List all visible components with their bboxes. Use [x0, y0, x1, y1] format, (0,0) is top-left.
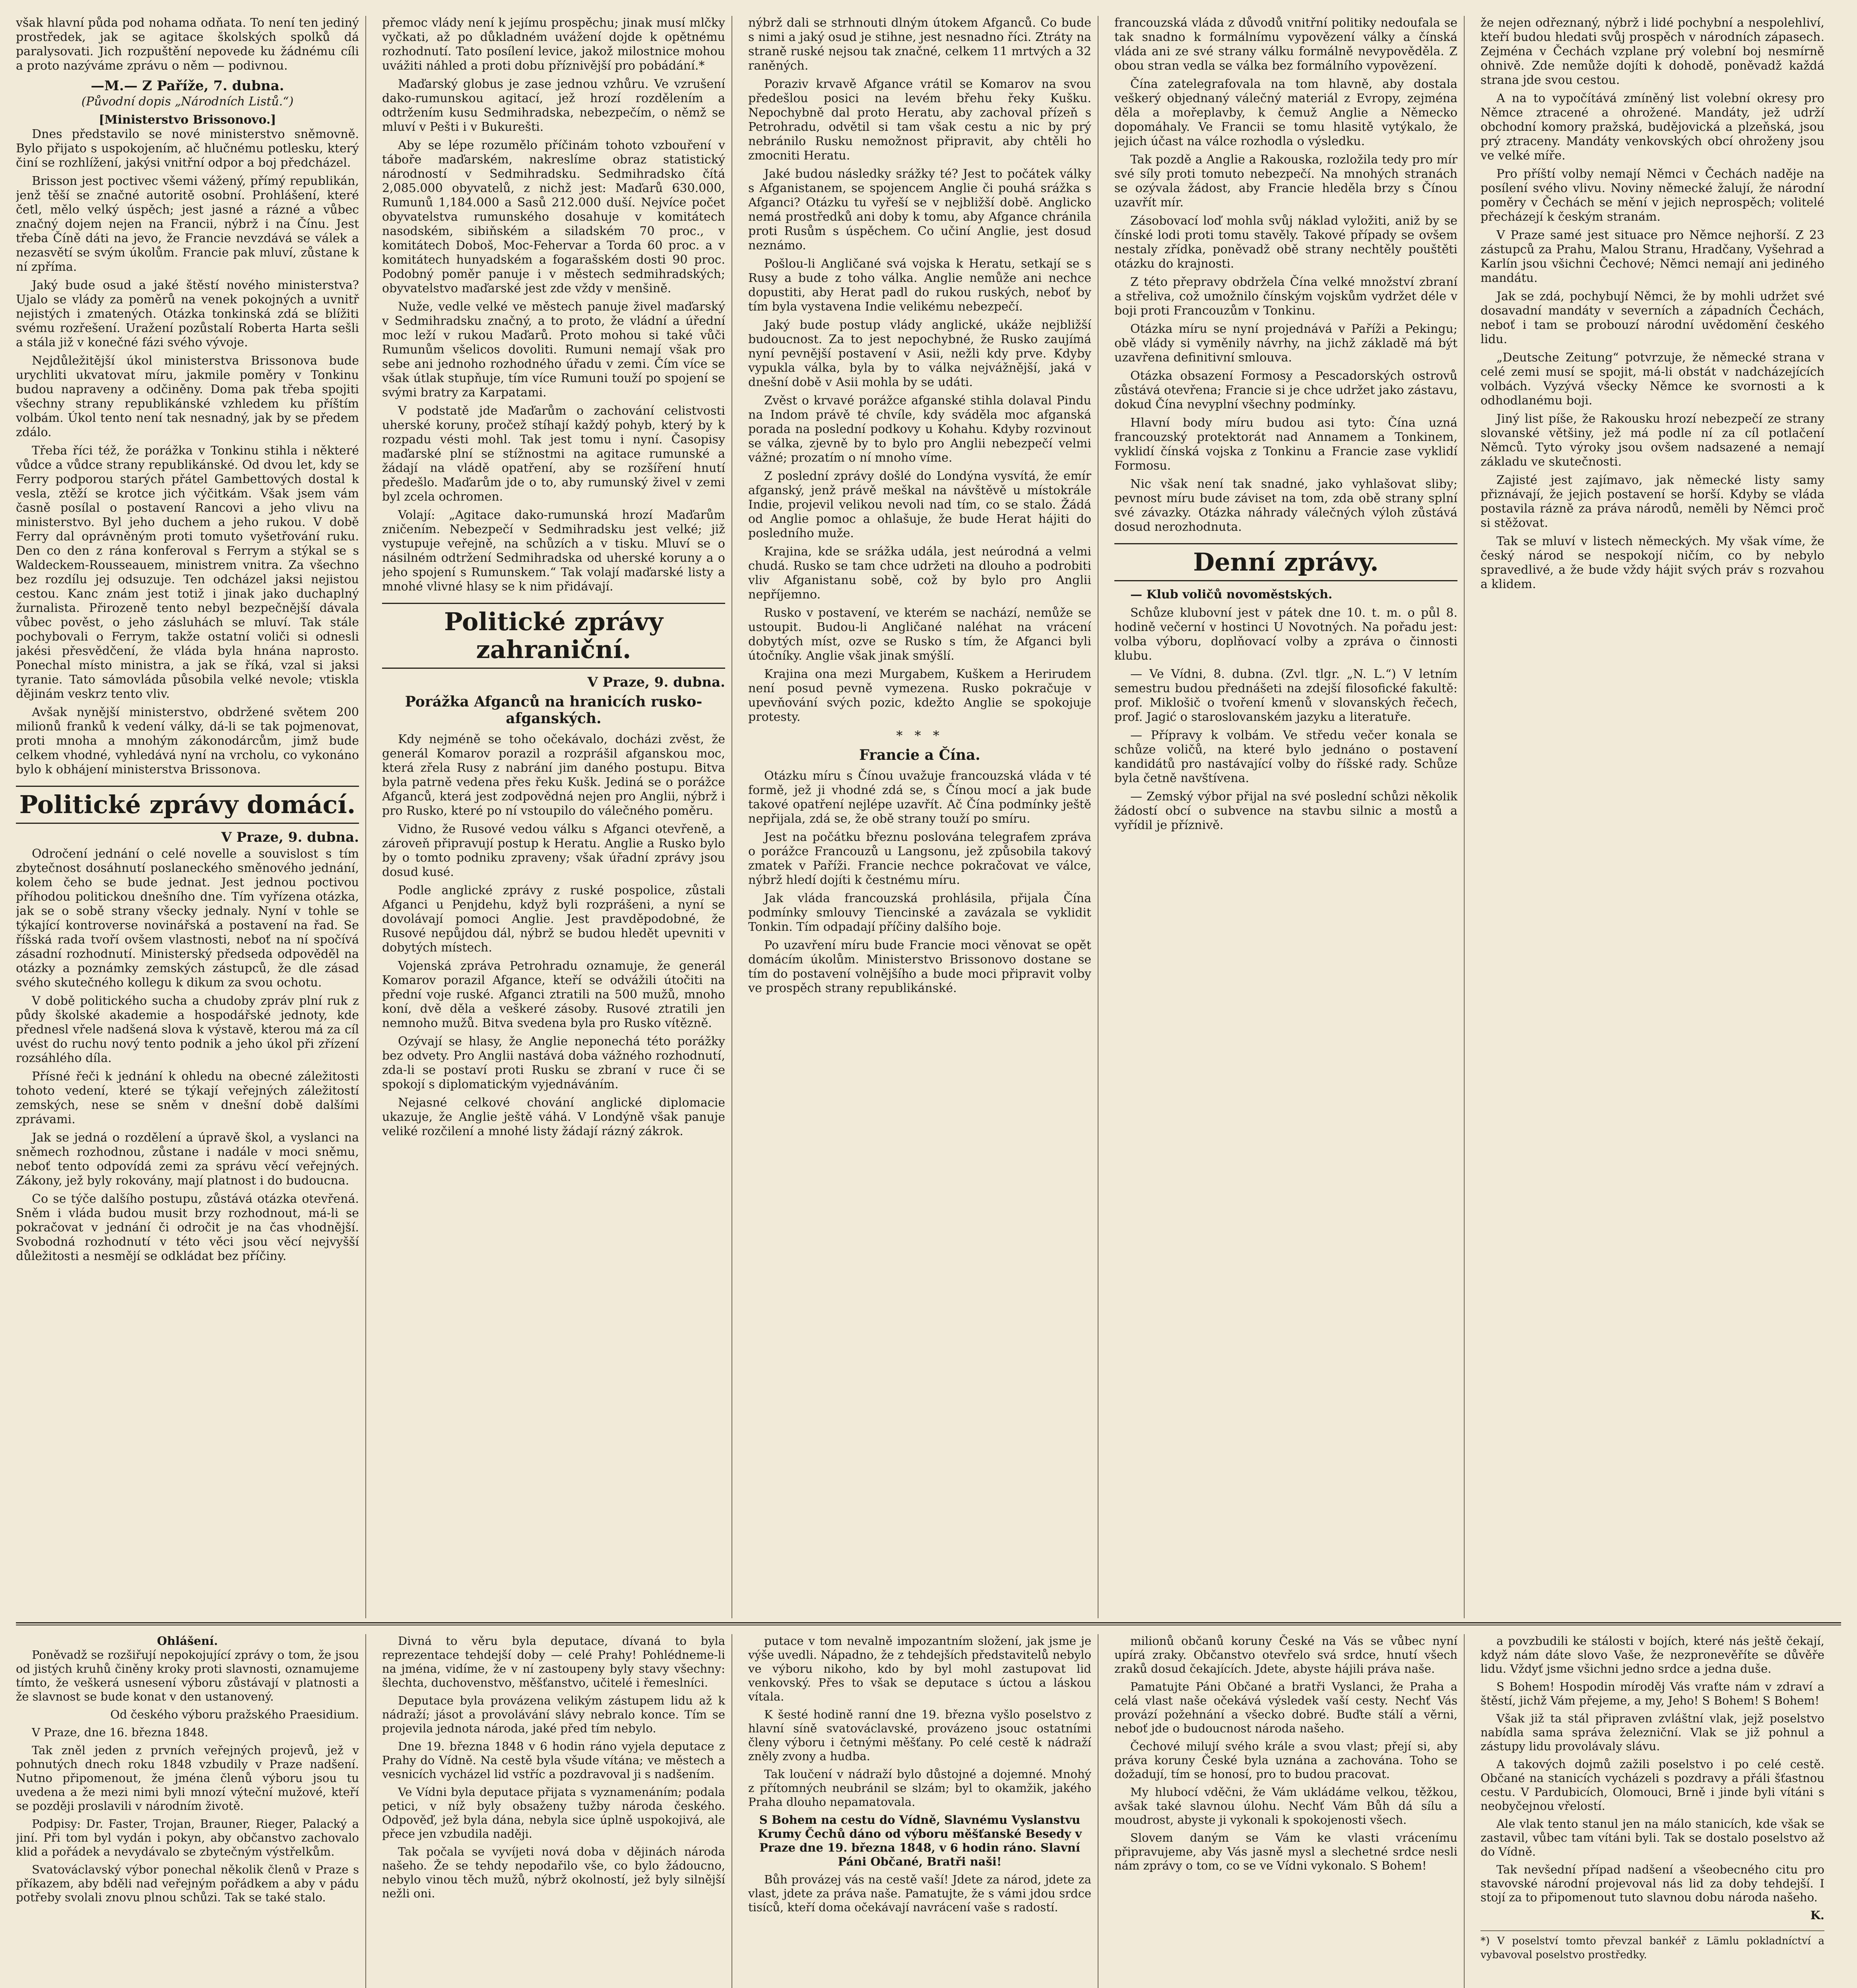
article-subhead: Porážka Afganců na hranicích rusko-afganských.	[405, 693, 702, 727]
paragraph: nýbrž dali se strhnouti dlným útokem Afganců. Co bude s nimi a jaký osud je stihne, jest nesnadno říci. Ztráty na straně ruské nejsou tak značné, celkem 11 mrtvých a 32 raněných.	[748, 16, 1091, 73]
paragraph: Ale vlak tento stanul jen na málo stanicích, kde však se zastavil, vůbec tam vítáni byli. Tak se dostalo poselstvo až do Vídně.	[1481, 1817, 1824, 1858]
paragraph: Z této přepravy obdržela Čína velké množství zbraní a střeliva, což umožnilo čínským vojskům vydržet déle v boji proti Francouzům v Tonkinu.	[1114, 275, 1457, 318]
newspaper-page	[16, 16, 1841, 1988]
paragraph: Deputace byla provázena velikým zástupem lidu až k nádraží; jásot a provolávání slávy nebralo konce. Tím se projevila jednota národa, jaké před tím nebylo.	[382, 1694, 725, 1735]
paragraph: Krajina, kde se srážka udála, jest neúrodná a velmi chudá. Rusko se tam chce udržeti na dlouho a podrobiti vliv Afganistanu sobě, což by bylo pro Anglii nepříjemno.	[748, 545, 1091, 602]
article-subhead: — Klub voličů novoměstských.	[1130, 588, 1333, 602]
paragraph: K šesté hodině ranní dne 19. března vyšlo poselstvo z hlavní síně svatováclavské, provázeno jsouc ostatními členy výboru i četnými měšťany. Po celé cestě k nádraží zněly zvony a hudba.	[748, 1708, 1091, 1763]
paragraph: Tak loučení v nádraží bylo důstojné a dojemné. Mnohý z přítomných neubránil se slzám; byl to okamžik, jakého Praha dlouho nepamatovala.	[748, 1767, 1091, 1809]
author-signature: K.	[1810, 1908, 1824, 1922]
paragraph: putace v tom nevalně impozantním složení, jak jsme je výše uvedli. Nápadno, že z tehdejších představitelů nebylo ve výboru nikoho, kdo by byl mohl zastupovat lid venkovský. Přes to však se deputace s úctou a láskou vítala.	[748, 1634, 1091, 1703]
paragraph: Však již ta stál připraven zvláštní vlak, jejž poselstvo nabídla sama správa železniční. Vlak se již pohnul a zástupy lidu provolávaly slávu.	[1481, 1712, 1824, 1753]
paragraph: Volají: „Agitace dako-rumunská hrozí Maďarům zničením. Nebezpečí v Sedmihradsku jest velké; již vystupuje veřejně, na schůzích a v tisku. Mluví se o násilném odtržení Sedmihradska od uherské koruny a o jeho spojení s Rumunskem.“ Tak volají maďarské listy a mnohé vlivné hlasy se k nim přidávají.	[382, 508, 725, 594]
paragraph: A na to vypočítává zmíněný list volební okresy pro Němce ztracené a ohrožené. Mandáty, jež udrží obchodní komory pražská, budějovická a plzeňská, jsou prý ztraceny. Mandáty venkovských obcí ohroženy jsou ve velké míře.	[1481, 91, 1824, 163]
paragraph: Schůze klubovní jest v pátek dne 10. t. m. o půl 8. hodině večerní v hostinci U Novotných. Na pořadu jest: volba výboru, doplňovací volby a zpráva o činnosti klubu.	[1114, 606, 1457, 663]
feuilleton-section	[16, 1634, 1841, 1988]
paris-dateline: —M.— Z Paříže, 7. dubna.	[91, 78, 284, 94]
paragraph: Tak zněl jeden z prvních veřejných projevů, jež v pohnutých dnech roku 1848 vzbudily v Praze nadšení. Nutno připomenout, že jména členů výboru jsou tu uvedena a že mezi nimi byli mnozí výteční mužové, kteří se později proslavili v národním životě.	[16, 1743, 359, 1813]
paragraph: Nejdůležitější úkol ministerstva Brissonova bude urychliti ukvatovat míru, jakmile poměry v Tonkinu budou napraveny a odčiněny. Doma pak třeba spojiti všechny strany republikánské vzhledem ku příštím volbám. Úkol tento není tak nesnadný, jak by se předem zdálo.	[16, 354, 359, 439]
paragraph: francouzská vláda z důvodů vnitřní politiky nedoufala se tak snadno k formálnímu vypovězení války a čínská vláda ani ze své strany válku formálně nevypověděla. Z obou stran vedla se válka bez formálního vypovězení.	[1114, 16, 1457, 73]
paragraph: Otázku míru s Čínou uvažuje francouzská vláda v té formě, jež ji vhodné zdá se, s Čínou mocí a jak bude takové opatření nejlépe uzavřít. Ač Čína podmínky ještě nepřijala, zdá se, že obě strany touží po smíru.	[748, 769, 1091, 826]
paragraph: Jak vláda francouzská prohlásila, přijala Čína podmínky smlouvy Tiencinské a zavázala se vyklidit Tonkin. Tím odpadají příčiny dalšího boje.	[748, 891, 1091, 934]
paragraph: S Bohem! Hospodin míroděj Vás vraťte nám v zdraví a štěstí, jichž Vám přejeme, a my, Jeho! S Bohem! S Bohem!	[1481, 1680, 1824, 1707]
paragraph: „Deutsche Zeitung“ potvrzuje, že německé strana v celé zemi musí se spojit, má-li obstát v nadcházejících volbách. Vyzývá všecky Němce ke svornosti a k odhodlanému boji.	[1481, 351, 1824, 408]
paragraph: a povzbudili ke stálosti v bojích, které nás ještě čekají, když nám dáte slovo Vaše, že nezpronevěříte se důvěře lidu. Vždyť jsme všichni jedno srdce a jedna duše.	[1481, 1634, 1824, 1675]
signature-line: Od českého výboru pražského Praesidium.	[110, 1708, 359, 1721]
paragraph: Přísné řeči k jednání k ohledu na obecné záležitosti tohoto vedení, které se týkají veřejných záležitostí zemských, nese se sněm v dnešní době dalšími zprávami.	[16, 1070, 359, 1126]
paragraph: V Praze samé jest situace pro Němce nejhorší. Z 23 zástupců za Prahu, Malou Stranu, Hradčany, Vyšehrad a Karlín jsou všichni Čechové; Němci nemají ani jediného mandátu.	[1481, 228, 1824, 285]
paragraph: přemoc vlády není k jejímu prospěchu; jinak musí mlčky vyčkati, až po důkladném uvážení dojde k opětnému rozhodnutí. Tato posílení levice, jakož milostnice mohou uvážiti náhled a proti dobu příznivější pro pobádání.*	[382, 16, 725, 73]
paragraph: Svatováclavský výbor ponechal několik členů v Praze s příkazem, aby bděli nad veřejným pořádkem a aby v pádu potřeby svolali znovu plnou schůzi. Tak se také stalo.	[16, 1863, 359, 1904]
feuilleton-heading: Ohlášení.	[157, 1634, 218, 1648]
footnote: *) V poselství tomto převzal bankéř z Lämlu pokladníctví a vybavoval poselstvo prostředky.	[1481, 1930, 1824, 1962]
paragraph: Slovem daným se Vám ke vlasti vrácenímu připravujeme, aby Vás jasně mysl a slechetné srdce nesli nám zprávy o tom, co se ve Vídni vykonalo. S Bohem!	[1114, 1831, 1457, 1872]
upper-section	[16, 16, 1841, 1618]
paragraph: Avšak nynější ministerstvo, obdržené světem 200 milionů franků k vedení války, dá-li se tak pojmenovat, proti mnoha a mnohým zákonodárcům, jimž bude celkem vhodné, vyhledává nyní na vrcholu, co vykonáno bylo k obhájení ministerstva Brissonova.	[16, 705, 359, 777]
paragraph: že nejen odřeznaný, nýbrž i lidé pochybní a nespolehliví, kteří budou hledati svůj prospěch v národních zápasech. Zejména v Čechách vzplane prý volební boj nesmírně ohnivě. Zde nemůže dojíti k dohodě, poněvadž každá strana jde svou cestou.	[1481, 16, 1824, 87]
paragraph: Otázka obsazení Formosy a Pescadorských ostrovů zůstává otevřena; Francie si je chce udržet jako zástavu, dokud Čína nevyplní všechny podmínky.	[1114, 369, 1457, 412]
paragraph: Aby se lépe rozumělo příčinám tohoto vzbouření v táboře maďarském, nakreslíme obraz statistický národností v Sedmihradsku. Sedmihradsko čítá 2,085.000 obyvatelů, z nichž jest: Maďarů 630.000, Rumunů 1,184.000 a Sasů 212.000 duší. Nejvíce počet obyvatelstva rumunského dosahuje v komitátech nasodském, sibiňském a siladském 70 proc., v komitátech Doboš, Moc-Fehervar a Torda 60 proc. a v komitátech hunyadském a fogarašském dosti 90 proc. Podobný poměr panuje i v městech sedmihradských; obyvatelstvo maďarské jest zde vždy v menšině.	[382, 138, 725, 295]
paragraph: Zajisté jest zajímavo, jak německé listy samy přiznávají, že jejich postavení se horší. Kdyby se vláda postavila rázně za práva národů, neměli by Němci proč si stěžovat.	[1481, 473, 1824, 530]
feuilleton-divider	[16, 1622, 1841, 1625]
paragraph: Divná to věru byla deputace, dívaná to byla reprezentace tehdejší doby — celé Prahy! Pohlédneme-li na jména, vidíme, že v ní zastoupeny byly stavy všechny: šlechta, duchovenstvo, měšťanstvo, učitelé i řemeslníci.	[382, 1634, 725, 1689]
paragraph: — Ve Vídni, 8. dubna. (Zvl. tlgr. „N. L.“) V letním semestru budou přednášeti na zdejší filosofické fakultě: prof. Miklošič o tvoření kmenů v slovanských řečech, prof. Jagić o staroslovanském jazyku a literatuře.	[1114, 667, 1457, 724]
paragraph: Tak se mluví v listech německých. My však víme, že český národ se nespokojí ničím, co by nebylo spravedlivé, a že bude vždy hájit svých práv s rozvahou a klidem.	[1481, 534, 1824, 591]
paragraph: Podpisy: Dr. Faster, Trojan, Brauner, Rieger, Palacký a jiní. Při tom byl vydán i pokyn, aby občanstvo zachovalo klid a pořádek a nevydávalo se zbytečným výstřelkům.	[16, 1817, 359, 1858]
paragraph: — Přípravy k volbám. Ve středu večer konala se schůze voličů, na které bylo jednáno o postavení kandidátů pro nastávající volby do říšské rady. Schůze byla četně navštívena.	[1114, 728, 1457, 785]
farewell-address: S Bohem na cestu do Vídně, Slavnému Vyslanstvu Krumy Čechů dáno od výboru měšťanské Besedy v Praze dne 19. března 1848, v 6 hodin ráno. Slavní Páni Občané, Bratři naši!	[757, 1813, 1082, 1868]
paris-byline: (Původní dopis „Národních Listů.“)	[81, 95, 294, 109]
paragraph: Jest na počátku březnu poslována telegrafem zpráva o porážce Francouzů u Langsonu, jež způsobila takový zmatek v Paříži. Francie nechce pokračovat ve válce, nýbrž hledí dojíti k čestnému míru.	[748, 830, 1091, 887]
paragraph: Podle anglické zprávy z ruské pospolice, zůstali Afganci u Penjdehu, když byli rozprášeni, a nyní se dovolávají pomoci Anglie. Jest pravděpodobné, že Rusové nepůjdou dál, nýbrž se budou hledět upevniti v dobytých místech.	[382, 883, 725, 955]
domestic-dateline: V Praze, 9. dubna.	[221, 829, 359, 845]
article-subhead: Francie a Čína.	[859, 747, 980, 763]
paragraph: Jaké budou následky srážky té? Jest to počátek války s Afganistanem, se spojencem Anglie či pouhá srážka s Afganci? Otázku tu vyřeší se v nejbližší době. Anglicko nemá prostředků ani doby k tomu, aby Afgance chránila proti Rusům s úspěchem. Co učiní Anglie, jest dosud neznámo.	[748, 167, 1091, 252]
section-stars: * * *	[896, 728, 943, 743]
paragraph: Jaký bude osud a jaké štěstí nového ministerstva? Ujalo se vlády za poměrů na venek pokojných a uvnitř nejistých i zmatených. Otázka tonkinská zdá se blížiti svému rozřešení. Uražení pozůstalí Roberta Harta sešli a stála již v konečné fázi svého vývoje.	[16, 278, 359, 349]
domestic-news-title: Politické zprávy domácí.	[16, 786, 359, 824]
paragraph: A takových dojmů zažili poselstvo i po celé cestě. Občané na stanicích vycházeli s pozdravy a přáli šťastnou cestu. V Pardubicích, Olomouci, Brně i jinde byli vítáni s neobyčejnou vřelostí.	[1481, 1757, 1824, 1813]
column-4	[1114, 16, 1465, 1618]
paragraph: Jak se zdá, pochybují Němci, že by mohli udržet své dosavadní mandáty v severních a západních Čechách, neboť i tam se probouzí národní uvědomění českého lidu.	[1481, 289, 1824, 346]
paragraph: Odročení jednání o celé novelle a souvislost s tím zbytečnost dosáhnutí poslaneckého směnového jednání, kolem čeho se bude jednat. Jest jednou poctivou příhodou politickou dnešního dne. Tím vyřízena otázka, jak se o sobě strany všecky jednaly. Nyní v tohle se týkající kontroverse novinářská a postavení na řad. Se říšská rada tvoří ovšem vlastnosti, neboť na ní spočívá zásadní rozhodnutí. Ministerský předseda odpověděl na otázky a poznámky zemských zástupců, že dle zásad svého skutečného kollegu k dikum za svou ochotu.	[16, 847, 359, 990]
feuilleton-column-2	[382, 1634, 732, 1988]
local-news-title: Denní zprávy.	[1114, 543, 1457, 581]
paragraph: Zásobovací loď mohla svůj náklad vyložiti, aniž by se čínské lodi proti tomu stavěly. Takové případy se ovšem nestaly zřídka, poněvadž obě strany nechtěly pouštěti otázku do krajnosti.	[1114, 214, 1457, 271]
paragraph: Pamatujte Páni Občané a bratři Vyslanci, že Praha a celá vlast naše očekává výsledek vaší cesty. Nechť Vás provází požehnání a všecko dobré. Buďte stálí a věrni, neboť jde o budoucnost národa našeho.	[1114, 1680, 1457, 1735]
paris-heading: [Ministerstvo Brissonovo.]	[99, 113, 276, 127]
paragraph: Otázka míru se nyní projednává v Paříži a Pekingu; obě vlády si vyměnily návrhy, na jichž základě má být uzavřena definitivní smlouva.	[1114, 322, 1457, 365]
paragraph: V době politického sucha a chudoby zpráv plní ruk z půdy školské akademie a hospodářské jednoty, kde přednesl vřele nadšená slova k výstavě, kterou má za cíl uvést do ruchu nový tento podnik a jeho úkol při zřízení rozsáhlého díla.	[16, 994, 359, 1065]
paragraph: Nic však není tak snadné, jako vyhlašovat sliby; pevnost míru bude záviset na tom, zda obě strany splní své závazky. Otázka náhrady válečných výloh zůstává dosud nerozhodnuta.	[1114, 477, 1457, 534]
paragraph: V Praze, dne 16. března 1848.	[32, 1726, 208, 1739]
paragraph: Poněvadž se rozšiřují nepokojující zprávy o tom, že jsou od jistých kruhů činěny kroky proti slavnosti, oznamujeme tímto, že veškerá usnesení výboru zůstávají v platnosti a že slavnost se bude konat v den ustanovený.	[16, 1648, 359, 1703]
paragraph: Jak se jedná o rozdělení a úpravě škol, a vyslanci na sněmech rozhodnou, zůstane i nadále v moci sněmu, neboť tento odpovídá zemi za správu věcí veřejných. Zákony, jež byly rokovány, mají platnost i do budoucna.	[16, 1131, 359, 1188]
paragraph: Krajina ona mezi Murgabem, Kuškem a Herirudem není posud pevně vymezena. Rusko pokračuje v upevňování svých pozic, kdežto Anglie se spokojuje protesty.	[748, 667, 1091, 724]
paragraph: Dnes představilo se nové ministerstvo sněmovně. Bylo přijato s uspokojením, ač hlučnému potlesku, který činí se rozhlížení, jakýsi vnitřní odpor a boj předcházel.	[16, 127, 359, 170]
paragraph: Rusko v postavení, ve kterém se nachází, nemůže se ustoupit. Budou-li Angličané naléhat na vrácení dobytých míst, ozve se Rusko s tím, že Afganci byli útočníky. Anglie však jinak smýšlí.	[748, 606, 1091, 663]
paragraph: Poraziv krvavě Afgance vrátil se Komarov na svou předešlou posici na levém břehu řeky Kušku. Nepochybně dal proto Heratu, aby zachoval přízeň s Petrohradu, odvětil si tam však cestu a nic by prý nebránilo Rusku nemožnost připravit, aby chtěli ho zmocniti Heratu.	[748, 77, 1091, 163]
paragraph: Hlavní body míru budou asi tyto: Čína uzná francouzský protektorát nad Annamem a Tonkinem, vyklidí čínská vojska z Tonkinu a Francie zase vyklidí Formosu.	[1114, 416, 1457, 473]
paragraph: Nejasné celkové chování anglické diplomacie ukazuje, že Anglie ještě váhá. V Londýně však panuje veliké rozčilení a mnohé listy žádají rázný zákrok.	[382, 1096, 725, 1138]
column-3	[748, 16, 1098, 1618]
paragraph: Kdy nejméně se toho očekávalo, docházi zvěst, že generál Komarov porazil a rozprášil afganskou moc, která zřela Rusy z nabrání jim daného postupu. Bitva byla patrně vedena přes řeku Kušk. Jediná se o porážce Afganců, která jest zodpovědná nejen pro Anglii, nýbrž i pro Rusko, které po ní vstoupilo do válečného poměru.	[382, 732, 725, 818]
paragraph: V podstatě jde Maďarům o zachování celistvosti uherské koruny, pročež stíhají každý pohyb, který by k rozpadu vésti mohl. Tak jest tomu i nyní. Časopisy maďarské plní se stížnostmi na agitace rumunské a žádají na vládě opatření, aby se rozšíření hnutí předešlo. Maďarům jde o to, aby rumunský živel v zemi byl zcela ochromen.	[382, 404, 725, 504]
paragraph: Pošlou-li Angličané svá vojska k Heratu, setkají se s Rusy a bude z toho válka. Anglie nemůže ani nechce dopustiti, aby Herat padl do rukou ruských, neboť by tím byla vystavena Indie velikému nebezpečí.	[748, 257, 1091, 314]
paragraph: Zvěst o krvavé porážce afganské stihla dolaval Pindu na Indom právě té chvíle, kdy sváděla moc afganská porada na poslední podkovy u Kohahu. Kdyby rozvinout se válka, zjevně by to bylo pro Anglii nebezpečí velmi vážné; prozatím o ní mnoho víme.	[748, 394, 1091, 465]
feuilleton-column-3	[748, 1634, 1098, 1988]
paragraph: Nuže, vedle velké ve městech panuje živel maďarský v Sedmihradsku značný, a to proto, že vládní a úřední moc leží v rukou Maďarů. Proto mohou si také vůči Rumunům všelicos dovoliti. Rumuni nemají však pro sebe ani jednoho rozhodného úřadu v zemi. Čím více se však útlak stupňuje, tím více Rumuni touží po spojení se svými bratry za Karpatami.	[382, 300, 725, 400]
paragraph: Maďarský globus je zase jednou vzhůru. Ve vzrušení dako-rumunskou agitací, jež hrozí rozdělením a odtržením kusu Sedmihradska, nebezpečím, o němž se mluví v Pešti i v Bukurešti.	[382, 77, 725, 134]
intro-paragraph: však hlavní půda pod nohama odňata. To není ten jediný prostředek, jak se agitace školských spolků dá paralysovati. Jich rozpuštění nepovede ku žádnému cíli a proto nazýváme zprávu o něm — podivnou.	[16, 16, 359, 73]
paragraph: Čechové milují svého krále a svou vlast; přejí si, aby práva koruny České byla uznána a zachována. Toho se dožadují, tím se honosí, pro to budou pracovat.	[1114, 1740, 1457, 1781]
paragraph: Brisson jest poctivec všemi vážený, přímý republikán, jenž těší se značné autoritě osobní. Prohlášení, které četl, mělo velký úspěch; jest jasné a rázné a vůbec značný dojem nejen na Francii, nýbrž i na Čínu. Jest třeba Číně dáti na jevo, že Francie nevzdává se válek a nezasvětí se svým úkolům. Francie pak mluví, zůstane k ní zpříma.	[16, 174, 359, 274]
paragraph: Čína zatelegrafovala na tom hlavně, aby dostala veškerý objednaný válečný materiál z Evropy, zejména děla a mořeplavby, k čemuž Anglie a Německo dopomáhaly. Ve Francii se tomu hlasitě vytýkalo, že jejich účast na válce rozhodla o výsledku.	[1114, 77, 1457, 148]
paragraph: Jaký bude postup vlády anglické, ukáže nejbližší budoucnost. Za to jest nepochybné, že Rusko zaujímá nyní pevnější postavení v Asii, nežli kdy prve. Kdyby vypukla válka, byla by to válka nejvážnější, jaká v dnešní době v Asii mohla by se udáti.	[748, 318, 1091, 389]
paragraph: — Zemský výbor přijal na své poslední schůzi několik žádostí obcí o subvence na stavbu silnic a mostů a vyřídil je příznivě.	[1114, 790, 1457, 832]
paragraph: Třeba říci též, že porážka v Tonkinu stihla i některé vůdce a vůdce strany republikánské. Od dvou let, kdy se Ferry podporou starých přátel Gambettových dostal k vesla, ztěží se krotce jich výčitkám. Však jsem vám časně posílal o postavení Rancovi a jeho vlivu na ministerstvo. Byl jeho duchem a jeho rukou. V době Ferry dal oprávněným proti tomuto vyšetřování ruku. Den co den z rána konferoval s Ferrym a stýkal se s Waldeckem-Rousseauem, ministrem vnitra. Za všechno bez rozdílu jej odsuzuje. Ten odcházel jaksi nejistou cestou. Kanc znám jest totiž i jinak jako duchaplný žurnalista. Přirozeně tento nebyl bezpečnější dávala vůbec pověst, o jeho zásluhách se mluví. Tak stále pochybovali o Ferrym, takže ostatní voliči si odnesli jakési přesvědčení, že vláda byla hnána naprosto. Ponechal místo ministra, a jak se říká, vzal si jaksi tyranie. Tato sámovláda působila velké nevole; vtiskla dějinám veskrz tento vliv.	[16, 444, 359, 701]
feuilleton-column-4	[1114, 1634, 1465, 1988]
column-1	[16, 16, 366, 1618]
paragraph: Ve Vídni byla deputace přijata s vyznamenáním; podala petici, v níž byly obsaženy tužby národa českého. Odpověď, jež byla dána, nebyla sice úplně uspokojivá, ale přece jen vzbudila naději.	[382, 1785, 725, 1840]
foreign-news-title: Politické zprávy zahraniční.	[382, 603, 725, 669]
paragraph: milionů občanů koruny České na Vás se vůbec nyní upírá zraky. Občanstvo otevřelo svá srdce, hnutí všech zraků dosud čekajících. Jdete, abyste hájili práva naše.	[1114, 1634, 1457, 1675]
foreign-dateline: V Praze, 9. dubna.	[587, 674, 725, 690]
paragraph: Tak nevšední případ nadšení a všeobecného citu pro stavovské národní projevoval nás lid za doby tehdejší. I stojí za to připomenout tuto slavnou dobu národa našeho.	[1481, 1863, 1824, 1904]
feuilleton-column-1	[16, 1634, 366, 1988]
paragraph: Tak počala se vyvíjeti nová doba v dějinách národa našeho. Že se tehdy nepodařilo vše, co bylo žádoucno, nebylo vinou těch mužů, nýbrž okolností, jež byly silnější nežli oni.	[382, 1845, 725, 1900]
column-5	[1481, 16, 1831, 1618]
paragraph: Co se týče dalšího postupu, zůstává otázka otevřená. Sněm i vláda budou musit brzy rozhodnout, má-li se pokračovat v jednání či odročit je na čas vhodnější. Svobodná rozhodnutí v této věci jsou věcí nejvyšší důležitosti a nesmějí se odkládat bez příčiny.	[16, 1192, 359, 1263]
paragraph: Jiný list píše, že Rakousku hrozí nebezpečí ze strany slovanské většiny, jež má podle ní za cíl potlačení Němců. Tyto výroky jsou ovšem nadsazené a nemají základu ve skutečnosti.	[1481, 412, 1824, 469]
paragraph: Tak pozdě a Anglie a Rakouska, rozložila tedy pro mír své síly proti tomuto nebezpečí. Na mnohých stranách se ozývala žádost, aby Francie hleděla brzy s Čínou uzavřít mír.	[1114, 153, 1457, 210]
paragraph: Bůh provázej vás na cestě vaší! Jdete za národ, jdete za vlast, jdete za práva naše. Pamatujte, že s vámi jdou srdce tisíců, kteří doma očekávají navrácení vaše s radostí.	[748, 1873, 1091, 1914]
paragraph: Po uzavření míru bude Francie moci věnovat se opět domácím úkolům. Ministerstvo Brissonovo dostane se tím do postavení volnějšího a bude moci připravit volby ve prospěch strany republikánské.	[748, 938, 1091, 995]
paragraph: Vojenská zpráva Petrohradu oznamuje, že generál Komarov porazil Afgance, kteří se odvážili útočiti na přední voje ruské. Afganci ztratili na 500 mužů, mnoho koní, dvě děla a veškeré zásoby. Rusové ztratili jen nemnoho mužů. Bitva svedena byla pro Rusko vítězně.	[382, 959, 725, 1030]
column-2	[382, 16, 732, 1618]
paragraph: Pro příští volby nemají Němci v Čechách naděje na posílení svého vlivu. Noviny německé žalují, že národní poměry v Čechách se mění v jejich neprospěch; volitelé přecházejí k českým stranám.	[1481, 167, 1824, 224]
paragraph: Ozývají se hlasy, že Anglie neponechá této porážky bez odvety. Pro Anglii nastává doba vážného rozhodnutí, zda-li se postaví proti Rusku se zbraní v ruce či se spokojí s diplomatickým vyjednáváním.	[382, 1035, 725, 1091]
paragraph: My hlubocí vděčni, že Vám ukládáme velkou, těžkou, avšak také slavnou úlohu. Nechť Vám Bůh dá sílu a moudrost, abyste ji vykonali k spokojenosti všech.	[1114, 1785, 1457, 1827]
feuilleton-column-5	[1481, 1634, 1831, 1988]
paragraph: Vidno, že Rusové vedou válku s Afganci otevřeně, a zároveň připravují postup k Heratu. Anglie a Rusko bylo by o tomto podniku zpraveny; však úřadní zprávy jsou dosud kusé.	[382, 822, 725, 879]
paragraph: Dne 19. března 1848 v 6 hodin ráno vyjela deputace z Prahy do Vídně. Na cestě byla všude vítána; ve městech a vesnicích vycházel lid vstříc a pozdravoval ji s nadšením.	[382, 1740, 725, 1781]
paragraph: Z poslední zprávy došlé do Londýna vysvítá, že emír afganský, jenž právě meškal na návštěvě u místokrále Indie, projevil velikou nevoli nad tím, co se stalo. Žádá od Anglie pomoc a ohlašuje, že bude Herat hájiti do posledního muže.	[748, 469, 1091, 540]
